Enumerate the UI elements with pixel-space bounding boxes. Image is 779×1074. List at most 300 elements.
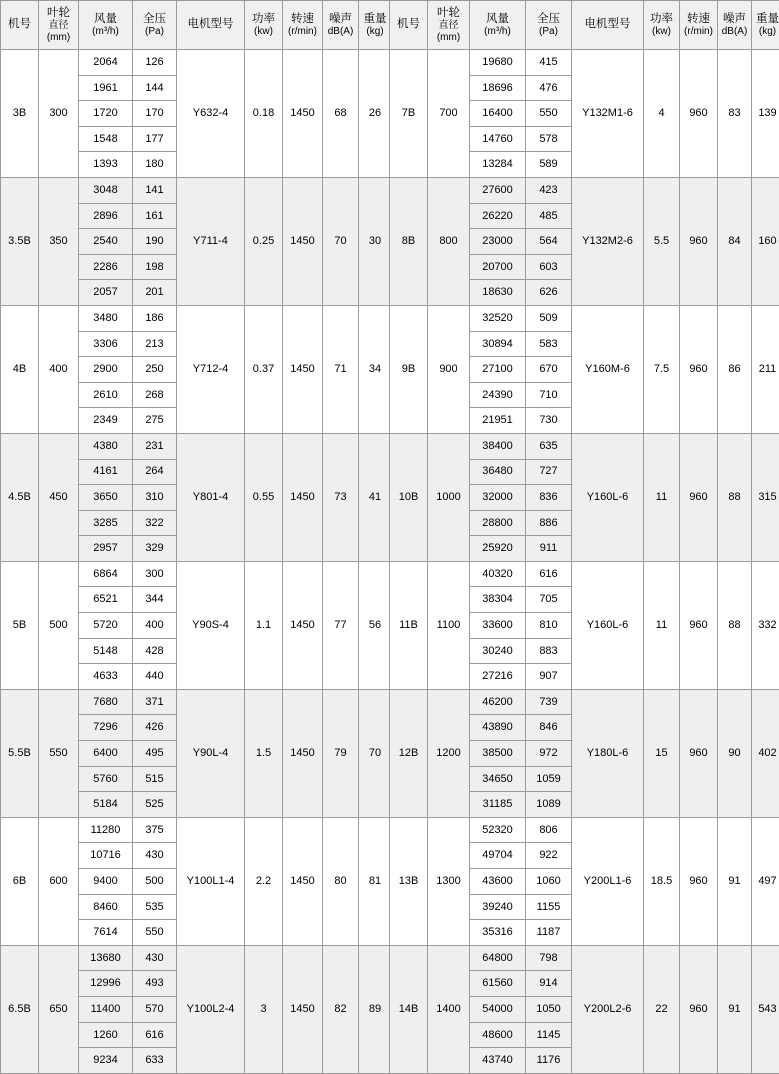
cell-pressure: 883: [526, 638, 572, 664]
table-row: [1, 50, 392, 76]
cell-weight: 30: [359, 177, 392, 305]
cell-pressure: 440: [133, 664, 177, 690]
cell-pressure: 476: [526, 75, 572, 101]
left-spec-table-wrapper: [0, 0, 389, 974]
cell-air-volume: 52320: [470, 817, 526, 843]
cell-speed: 960: [680, 945, 718, 1073]
cell-weight: 81: [359, 817, 392, 945]
cell-air-volume: 25920: [470, 536, 526, 562]
cell-air-volume: 10716: [79, 843, 133, 869]
cell-model-no: 3.5B: [1, 177, 39, 305]
cell-air-volume: 43890: [470, 715, 526, 741]
cell-power: 15: [644, 689, 680, 817]
cell-pressure: 344: [133, 587, 177, 613]
cell-power: 1.1: [245, 561, 283, 689]
header-speed: [680, 1, 718, 50]
cell-air-volume: 1720: [79, 101, 133, 127]
cell-noise: 82: [323, 945, 359, 1073]
cell-motor-model: Y132M2-6: [572, 177, 644, 305]
header-impeller-line2: 直径: [428, 20, 469, 32]
header-row: [390, 1, 779, 50]
header-noise-unit: dB(A): [323, 26, 358, 38]
cell-weight: 26: [359, 50, 392, 178]
cell-air-volume: 18630: [470, 280, 526, 306]
cell-impeller-diameter: 1200: [428, 689, 470, 817]
cell-pressure: 633: [133, 1048, 177, 1074]
header-model-no-label: 机号: [397, 18, 420, 30]
cell-model-no: 13B: [390, 817, 428, 945]
cell-power: 0.55: [245, 433, 283, 561]
cell-air-volume: 36480: [470, 459, 526, 485]
cell-pressure: 426: [133, 715, 177, 741]
cell-pressure: 550: [133, 920, 177, 946]
cell-pressure: 525: [133, 792, 177, 818]
cell-pressure: 264: [133, 459, 177, 485]
cell-air-volume: 4380: [79, 433, 133, 459]
cell-impeller-diameter: 600: [39, 817, 79, 945]
cell-weight: 402: [752, 689, 779, 817]
cell-air-volume: 43600: [470, 869, 526, 895]
cell-air-volume: 20700: [470, 254, 526, 280]
header-power-label: 功率: [252, 13, 275, 25]
header-pressure-unit: (Pa): [133, 26, 176, 38]
cell-pressure: 846: [526, 715, 572, 741]
cell-weight: 160: [752, 177, 779, 305]
cell-pressure: 730: [526, 408, 572, 434]
cell-air-volume: 3048: [79, 177, 133, 203]
cell-power: 5.5: [644, 177, 680, 305]
cell-pressure: 310: [133, 485, 177, 511]
cell-air-volume: 24390: [470, 382, 526, 408]
header-pressure: [133, 1, 177, 50]
cell-pressure: 423: [526, 177, 572, 203]
cell-air-volume: 26220: [470, 203, 526, 229]
cell-air-volume: 30240: [470, 638, 526, 664]
table-row: [390, 561, 779, 587]
cell-pressure: 810: [526, 613, 572, 639]
cell-pressure: 430: [133, 945, 177, 971]
cell-pressure: 300: [133, 561, 177, 587]
cell-noise: 70: [323, 177, 359, 305]
cell-air-volume: 54000: [470, 996, 526, 1022]
cell-noise: 91: [718, 945, 752, 1073]
cell-air-volume: 2896: [79, 203, 133, 229]
cell-noise: 88: [718, 433, 752, 561]
cell-impeller-diameter: 800: [428, 177, 470, 305]
cell-speed: 1450: [283, 817, 323, 945]
cell-noise: 88: [718, 561, 752, 689]
cell-pressure: 806: [526, 817, 572, 843]
cell-pressure: 727: [526, 459, 572, 485]
cell-impeller-diameter: 400: [39, 305, 79, 433]
cell-air-volume: 4161: [79, 459, 133, 485]
cell-air-volume: 6521: [79, 587, 133, 613]
cell-motor-model: Y200L2-6: [572, 945, 644, 1073]
cell-motor-model: Y160M-6: [572, 305, 644, 433]
header-impeller-diameter: [428, 1, 470, 50]
cell-air-volume: 5720: [79, 613, 133, 639]
cell-air-volume: 6864: [79, 561, 133, 587]
right-table-header: [390, 1, 779, 50]
header-weight: [359, 1, 392, 50]
cell-weight: 543: [752, 945, 779, 1073]
cell-power: 7.5: [644, 305, 680, 433]
header-power-unit: (kw): [245, 26, 282, 38]
header-air-volume-label: 风量: [486, 13, 509, 25]
left-table-body: [1, 50, 392, 1074]
cell-air-volume: 2540: [79, 229, 133, 255]
cell-pressure: 535: [133, 894, 177, 920]
cell-pressure: 907: [526, 664, 572, 690]
cell-air-volume: 33600: [470, 613, 526, 639]
cell-air-volume: 43740: [470, 1048, 526, 1074]
cell-pressure: 1060: [526, 869, 572, 895]
cell-pressure: 186: [133, 305, 177, 331]
header-impeller-unit: (mm): [428, 32, 469, 44]
cell-pressure: 275: [133, 408, 177, 434]
cell-pressure: 739: [526, 689, 572, 715]
cell-power: 11: [644, 561, 680, 689]
cell-pressure: 1059: [526, 766, 572, 792]
cell-power: 4: [644, 50, 680, 178]
cell-model-no: 9B: [390, 305, 428, 433]
header-impeller-line1: 叶轮: [437, 7, 460, 19]
cell-model-no: 4.5B: [1, 433, 39, 561]
cell-noise: 90: [718, 689, 752, 817]
cell-air-volume: 18696: [470, 75, 526, 101]
cell-pressure: 583: [526, 331, 572, 357]
table-row: [1, 817, 392, 843]
header-model-no-label: 机号: [8, 18, 31, 30]
cell-air-volume: 49704: [470, 843, 526, 869]
cell-air-volume: 3285: [79, 510, 133, 536]
table-row: [390, 817, 779, 843]
cell-pressure: 603: [526, 254, 572, 280]
cell-motor-model: Y160L-6: [572, 561, 644, 689]
cell-air-volume: 38500: [470, 741, 526, 767]
cell-pressure: 329: [133, 536, 177, 562]
header-impeller-line2: 直径: [39, 20, 78, 32]
header-model-no: [390, 1, 428, 50]
cell-pressure: 213: [133, 331, 177, 357]
cell-noise: 80: [323, 817, 359, 945]
header-speed-label: 转速: [687, 13, 710, 25]
cell-model-no: 8B: [390, 177, 428, 305]
cell-air-volume: 23000: [470, 229, 526, 255]
cell-pressure: 972: [526, 741, 572, 767]
cell-air-volume: 2957: [79, 536, 133, 562]
cell-pressure: 180: [133, 152, 177, 178]
cell-motor-model: Y100L2-4: [177, 945, 245, 1073]
header-speed: [283, 1, 323, 50]
cell-pressure: 371: [133, 689, 177, 715]
cell-pressure: 911: [526, 536, 572, 562]
cell-pressure: 616: [133, 1022, 177, 1048]
cell-air-volume: 16400: [470, 101, 526, 127]
cell-pressure: 198: [133, 254, 177, 280]
header-air-volume: [79, 1, 133, 50]
table-row: [1, 689, 392, 715]
cell-air-volume: 13284: [470, 152, 526, 178]
cell-pressure: 1050: [526, 996, 572, 1022]
cell-pressure: 626: [526, 280, 572, 306]
cell-pressure: 886: [526, 510, 572, 536]
cell-air-volume: 8460: [79, 894, 133, 920]
cell-power: 1.5: [245, 689, 283, 817]
table-row: [1, 561, 392, 587]
header-power-label: 功率: [650, 13, 673, 25]
cell-air-volume: 2900: [79, 357, 133, 383]
cell-air-volume: 39240: [470, 894, 526, 920]
header-weight: [752, 1, 779, 50]
cell-pressure: 322: [133, 510, 177, 536]
cell-weight: 89: [359, 945, 392, 1073]
cell-pressure: 485: [526, 203, 572, 229]
header-weight-label: 重量: [756, 13, 779, 25]
cell-speed: 1450: [283, 689, 323, 817]
cell-air-volume: 7296: [79, 715, 133, 741]
cell-air-volume: 38304: [470, 587, 526, 613]
cell-speed: 1450: [283, 177, 323, 305]
cell-speed: 1450: [283, 433, 323, 561]
cell-impeller-diameter: 1300: [428, 817, 470, 945]
cell-air-volume: 2286: [79, 254, 133, 280]
cell-air-volume: 27600: [470, 177, 526, 203]
cell-air-volume: 1260: [79, 1022, 133, 1048]
cell-pressure: 250: [133, 357, 177, 383]
cell-air-volume: 27216: [470, 664, 526, 690]
table-row: [1, 177, 392, 203]
table-row: [1, 433, 392, 459]
header-impeller-diameter: [39, 1, 79, 50]
cell-pressure: 509: [526, 305, 572, 331]
cell-speed: 960: [680, 305, 718, 433]
cell-pressure: 1187: [526, 920, 572, 946]
cell-noise: 77: [323, 561, 359, 689]
cell-air-volume: 7614: [79, 920, 133, 946]
cell-pressure: 500: [133, 869, 177, 895]
cell-weight: 56: [359, 561, 392, 689]
header-noise-label: 噪声: [329, 13, 352, 25]
cell-air-volume: 1393: [79, 152, 133, 178]
cell-weight: 139: [752, 50, 779, 178]
cell-power: 3: [245, 945, 283, 1073]
cell-model-no: 4B: [1, 305, 39, 433]
cell-speed: 960: [680, 689, 718, 817]
cell-speed: 1450: [283, 50, 323, 178]
cell-pressure: 705: [526, 587, 572, 613]
cell-speed: 960: [680, 50, 718, 178]
cell-air-volume: 2057: [79, 280, 133, 306]
header-power: [245, 1, 283, 50]
cell-air-volume: 14760: [470, 126, 526, 152]
cell-model-no: 3B: [1, 50, 39, 178]
cell-air-volume: 6400: [79, 741, 133, 767]
cell-pressure: 1089: [526, 792, 572, 818]
cell-motor-model: Y132M1-6: [572, 50, 644, 178]
cell-model-no: 10B: [390, 433, 428, 561]
right-spec-table-wrapper: [389, 0, 779, 974]
cell-pressure: 914: [526, 971, 572, 997]
cell-noise: 91: [718, 817, 752, 945]
cell-model-no: 14B: [390, 945, 428, 1073]
cell-weight: 497: [752, 817, 779, 945]
header-pressure-unit: (Pa): [526, 26, 571, 38]
cell-air-volume: 5184: [79, 792, 133, 818]
cell-noise: 73: [323, 433, 359, 561]
cell-impeller-diameter: 350: [39, 177, 79, 305]
header-power-unit: (kw): [644, 26, 679, 38]
cell-speed: 1450: [283, 945, 323, 1073]
cell-pressure: 400: [133, 613, 177, 639]
header-weight-label: 重量: [364, 13, 387, 25]
cell-air-volume: 64800: [470, 945, 526, 971]
cell-air-volume: 2349: [79, 408, 133, 434]
cell-pressure: 635: [526, 433, 572, 459]
cell-model-no: 6B: [1, 817, 39, 945]
cell-pressure: 170: [133, 101, 177, 127]
cell-air-volume: 32520: [470, 305, 526, 331]
cell-model-no: 12B: [390, 689, 428, 817]
cell-impeller-diameter: 300: [39, 50, 79, 178]
cell-impeller-diameter: 900: [428, 305, 470, 433]
cell-pressure: 710: [526, 382, 572, 408]
header-noise: [718, 1, 752, 50]
cell-pressure: 375: [133, 817, 177, 843]
cell-pressure: 616: [526, 561, 572, 587]
cell-air-volume: 7680: [79, 689, 133, 715]
cell-noise: 79: [323, 689, 359, 817]
cell-pressure: 589: [526, 152, 572, 178]
header-speed-unit: (r/min): [283, 26, 322, 38]
cell-air-volume: 48600: [470, 1022, 526, 1048]
table-row: [390, 689, 779, 715]
right-table-body: [390, 50, 779, 1074]
header-noise-unit: dB(A): [718, 26, 751, 38]
cell-air-volume: 5148: [79, 638, 133, 664]
cell-impeller-diameter: 1100: [428, 561, 470, 689]
cell-power: 18.5: [644, 817, 680, 945]
cell-air-volume: 9234: [79, 1048, 133, 1074]
cell-impeller-diameter: 550: [39, 689, 79, 817]
cell-air-volume: 4633: [79, 664, 133, 690]
cell-pressure: 144: [133, 75, 177, 101]
cell-pressure: 493: [133, 971, 177, 997]
cell-power: 0.25: [245, 177, 283, 305]
header-power: [644, 1, 680, 50]
cell-air-volume: 2610: [79, 382, 133, 408]
cell-motor-model: Y711-4: [177, 177, 245, 305]
cell-pressure: 177: [133, 126, 177, 152]
right-spec-table: [389, 0, 779, 1074]
header-motor-model: [177, 1, 245, 50]
cell-pressure: 798: [526, 945, 572, 971]
header-weight-unit: (kg): [359, 26, 391, 38]
cell-air-volume: 27100: [470, 357, 526, 383]
cell-air-volume: 1548: [79, 126, 133, 152]
cell-pressure: 141: [133, 177, 177, 203]
cell-model-no: 5B: [1, 561, 39, 689]
cell-model-no: 7B: [390, 50, 428, 178]
cell-air-volume: 3480: [79, 305, 133, 331]
table-row: [390, 945, 779, 971]
cell-pressure: 231: [133, 433, 177, 459]
header-speed-unit: (r/min): [680, 26, 717, 38]
header-pressure: [526, 1, 572, 50]
cell-pressure: 495: [133, 741, 177, 767]
cell-impeller-diameter: 650: [39, 945, 79, 1073]
cell-air-volume: 3306: [79, 331, 133, 357]
header-noise: [323, 1, 359, 50]
cell-pressure: 670: [526, 357, 572, 383]
cell-model-no: 11B: [390, 561, 428, 689]
header-impeller-unit: (mm): [39, 32, 78, 44]
cell-speed: 1450: [283, 561, 323, 689]
cell-air-volume: 9400: [79, 869, 133, 895]
cell-speed: 960: [680, 561, 718, 689]
cell-air-volume: 11400: [79, 996, 133, 1022]
cell-pressure: 1145: [526, 1022, 572, 1048]
cell-air-volume: 11280: [79, 817, 133, 843]
cell-weight: 41: [359, 433, 392, 561]
table-row: [390, 305, 779, 331]
cell-pressure: 268: [133, 382, 177, 408]
table-row: [1, 305, 392, 331]
cell-power: 0.18: [245, 50, 283, 178]
header-air-volume: [470, 1, 526, 50]
cell-air-volume: 5760: [79, 766, 133, 792]
cell-motor-model: Y712-4: [177, 305, 245, 433]
table-row: [390, 433, 779, 459]
cell-impeller-diameter: 700: [428, 50, 470, 178]
cell-motor-model: Y801-4: [177, 433, 245, 561]
header-motor-model-label: 电机型号: [188, 18, 234, 30]
cell-motor-model: Y180L-6: [572, 689, 644, 817]
cell-model-no: 5.5B: [1, 689, 39, 817]
cell-noise: 84: [718, 177, 752, 305]
header-impeller-line1: 叶轮: [47, 7, 70, 19]
cell-speed: 960: [680, 177, 718, 305]
header-noise-label: 噪声: [723, 13, 746, 25]
cell-weight: 211: [752, 305, 779, 433]
cell-impeller-diameter: 500: [39, 561, 79, 689]
table-row: [390, 177, 779, 203]
cell-pressure: 161: [133, 203, 177, 229]
cell-pressure: 1155: [526, 894, 572, 920]
cell-air-volume: 40320: [470, 561, 526, 587]
cell-air-volume: 30894: [470, 331, 526, 357]
header-speed-label: 转速: [291, 13, 314, 25]
cell-air-volume: 32000: [470, 485, 526, 511]
cell-pressure: 428: [133, 638, 177, 664]
cell-motor-model: Y200L1-6: [572, 817, 644, 945]
header-air-volume-unit: (m³/h): [470, 26, 525, 38]
cell-power: 0.37: [245, 305, 283, 433]
table-row: [390, 50, 779, 76]
cell-speed: 960: [680, 433, 718, 561]
table-row: [1, 945, 392, 971]
cell-pressure: 1176: [526, 1048, 572, 1074]
cell-air-volume: 3650: [79, 485, 133, 511]
cell-speed: 1450: [283, 305, 323, 433]
cell-power: 2.2: [245, 817, 283, 945]
cell-impeller-diameter: 450: [39, 433, 79, 561]
cell-pressure: 126: [133, 50, 177, 76]
cell-air-volume: 19680: [470, 50, 526, 76]
cell-pressure: 515: [133, 766, 177, 792]
cell-model-no: 6.5B: [1, 945, 39, 1073]
cell-air-volume: 2064: [79, 50, 133, 76]
